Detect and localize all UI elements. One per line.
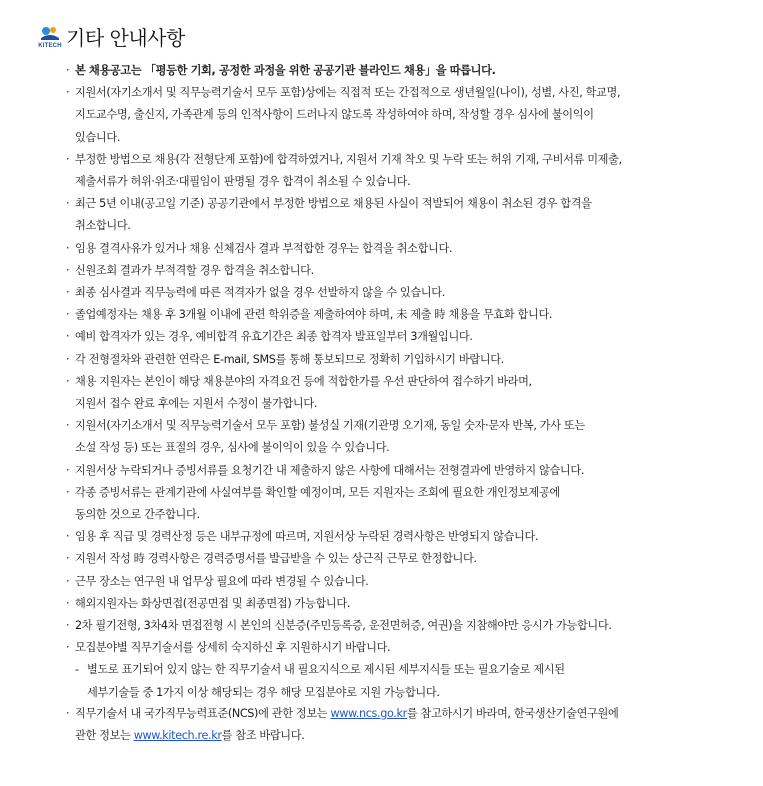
notice-line: 지원서상 누락되거나 증빙서류를 요청기간 내 제출하지 않은 사항에 대해서는 전형결과에 반영하지 않습니다. xyxy=(75,463,585,477)
kitech-link[interactable]: www.kitech.re.kr xyxy=(133,729,222,743)
notice-item xyxy=(66,415,746,459)
notice-line: 소설 작성 등) 또는 표절의 경우, 심사에 불이익이 있을 수 있습니다. xyxy=(75,441,390,455)
bullet-marker: · xyxy=(66,485,70,499)
section-title: 기타 안내사항 xyxy=(66,26,185,50)
notice-line: 신원조회 결과가 부적격할 경우 합격을 취소합니다. xyxy=(75,263,314,277)
notice-line: 제출서류가 허위·위조·대필임이 판명될 경우 합격이 취소될 수 있습니다. xyxy=(75,175,411,189)
ncs-link[interactable]: www.ncs.go.kr xyxy=(330,707,407,720)
bullet-marker: · xyxy=(66,574,70,588)
bullet-marker: - xyxy=(75,663,79,677)
bullet-marker: · xyxy=(66,352,70,366)
notice-line: 졸업예정자는 채용 후 3개월 이내에 관련 학위증을 제출하여야 하며, 未 제출 時 채용을 무효화 합니다. xyxy=(75,308,553,322)
bullet-marker: · xyxy=(66,197,70,211)
notice-line: 있습니다. xyxy=(75,130,121,144)
notice-item xyxy=(66,371,746,415)
bullet-marker: · xyxy=(66,308,70,322)
bullet-marker: · xyxy=(66,152,70,166)
bullet-marker: · xyxy=(66,707,70,720)
notice-item-info-links xyxy=(66,703,756,747)
bullet-marker: · xyxy=(66,596,70,610)
notice-line: 임용 결격사유가 있거나 채용 신체검사 결과 부적합한 경우는 합격을 취소합니다. xyxy=(75,241,453,255)
notice-line: 모집분야별 직무기술서를 상세히 숙지하신 후 지원하시기 바랍니다. xyxy=(75,641,391,655)
notice-item xyxy=(66,60,746,82)
notice-item xyxy=(66,238,746,260)
bullet-marker: · xyxy=(66,241,70,255)
notice-line: 동의한 것으로 간주합니다. xyxy=(75,508,200,522)
bullet-marker: · xyxy=(66,552,70,566)
notice-item xyxy=(66,460,746,482)
notice-item xyxy=(66,282,746,304)
notice-line: 채용 지원자는 본인이 해당 채용분야의 자격요건 등에 적합한가를 우선 판단하여 접수하기 바라며, xyxy=(75,374,532,388)
notice-item xyxy=(66,526,746,548)
notice-text: 를 참조 바랍니다. xyxy=(221,729,305,743)
notice-line: 지원서 접수 완료 후에는 지원서 수정이 불가합니다. xyxy=(75,397,318,411)
notice-item xyxy=(66,548,746,570)
notice-line: 지도교수명, 출신지, 가족관계 등의 인적사항이 드러나지 않도록 작성하여야 하며, 작성할 경우 심사에 불이익이 xyxy=(75,108,594,122)
notice-item xyxy=(66,149,746,193)
bullet-marker: · xyxy=(66,641,70,655)
notice-item xyxy=(66,193,746,237)
logo-text: KITECH xyxy=(38,43,62,49)
section-header xyxy=(36,22,185,52)
bullet-marker: · xyxy=(66,374,70,388)
notice-line: 지원서 작성 時 경력사항은 경력증명서를 발급받을 수 있는 상근직 근무로 한정합니다. xyxy=(75,552,477,566)
notice-item xyxy=(66,637,746,659)
notice-line: 부정한 방법으로 채용(각 전형단계 포함)에 합격하였거나, 지원서 기재 착오 및 누락 또는 허위 기재, 구비서류 미제출, xyxy=(75,152,622,166)
notice-line: 각종 증빙서류는 관계기관에 사실여부를 확인할 예정이며, 모든 지원자는 조회에 필요한 개인정보제공에 xyxy=(75,485,560,499)
notice-line: 2차 필기전형, 3차4차 면접전형 시 본인의 신분증(주민등록증, 운전면허증, 여권)을 지참해야만 응시가 가능합니다. xyxy=(75,619,612,633)
notice-item xyxy=(66,82,746,149)
notice-item xyxy=(66,304,746,326)
notice-item xyxy=(66,571,746,593)
notice-line: 세부기술들 중 1가지 이상 해당되는 경우 해당 모집분야로 지원 가능합니다. xyxy=(87,685,440,699)
notice-item xyxy=(66,260,746,282)
bullet-marker: · xyxy=(66,419,70,433)
notice-line: 각 전형절차와 관련한 연락은 E-mail, SMS를 통해 통보되므로 정확히 기입하시기 바랍니다. xyxy=(75,352,504,366)
bullet-marker: · xyxy=(66,463,70,477)
notice-line: 최종 심사결과 직무능력에 따른 적격자가 없을 경우 선발하지 않을 수 있습니다. xyxy=(75,286,445,300)
notice-item xyxy=(66,326,746,348)
notice-line xyxy=(75,703,756,725)
notice-text: 직무기술서 내 국가직무능력표준(NCS)에 관한 정보는 xyxy=(75,707,331,720)
notice-item xyxy=(66,349,746,371)
bullet-marker: · xyxy=(66,619,70,633)
bullet-marker: · xyxy=(66,330,70,344)
notice-line: 임용 후 직급 및 경력산정 등은 내부규정에 따르며, 지원서상 누락된 경력사항은 반영되지 않습니다. xyxy=(75,530,539,544)
notice-line: 지원서(자기소개서 및 직무능력기술서 모두 포함)상에는 직접적 또는 간접적으로 생년월일(나이), 성별, 사진, 학교명, xyxy=(75,86,621,100)
bullet-marker: · xyxy=(66,86,70,100)
bullet-marker: · xyxy=(66,64,70,77)
notice-item xyxy=(66,615,746,637)
kitech-logo xyxy=(36,24,64,52)
notice-line: 별도로 표기되어 있지 않는 한 직무기술서 내 필요지식으로 제시된 세부지식들 또는 필요기술로 제시된 xyxy=(87,663,565,677)
notice-line: 본 채용공고는 「평등한 기회, 공정한 과정을 위한 공공기관 블라인드 채용」을 따릅니다. xyxy=(75,64,496,77)
notice-item xyxy=(66,593,746,615)
notice-subitem xyxy=(75,659,746,703)
notice-line: 지원서(자기소개서 및 직무능력기술서 모두 포함) 불성실 기재(기관명 오기재, 동일 숫자·문자 반복, 가사 또는 xyxy=(75,419,585,433)
notice-line: 최근 5년 이내(공고일 기준) 공공기관에서 부정한 방법으로 채용된 사실이 적발되어 채용이 취소된 경우 합격을 xyxy=(75,197,592,211)
notice-line xyxy=(75,725,756,747)
notice-item xyxy=(66,482,746,526)
bullet-marker: · xyxy=(66,263,70,277)
notice-text: 를 참고하시기 바라며, 한국생산기술연구원에 xyxy=(406,707,619,720)
bullet-marker: · xyxy=(66,530,70,544)
kitech-emblem-icon xyxy=(36,24,64,44)
bullet-marker: · xyxy=(66,286,70,300)
notice-line: 근무 장소는 연구원 내 업무상 필요에 따라 변경될 수 있습니다. xyxy=(75,574,369,588)
notice-line: 취소합니다. xyxy=(75,219,131,233)
notice-line: 해외지원자는 화상면접(전공면접 및 최종면접) 가능합니다. xyxy=(75,596,351,610)
notice-text: 관한 정보는 xyxy=(75,729,134,743)
notice-line: 예비 합격자가 있는 경우, 예비합격 유효기간은 최종 합격자 발표일부터 3개월입니다. xyxy=(75,330,473,344)
notice-list xyxy=(66,60,746,704)
